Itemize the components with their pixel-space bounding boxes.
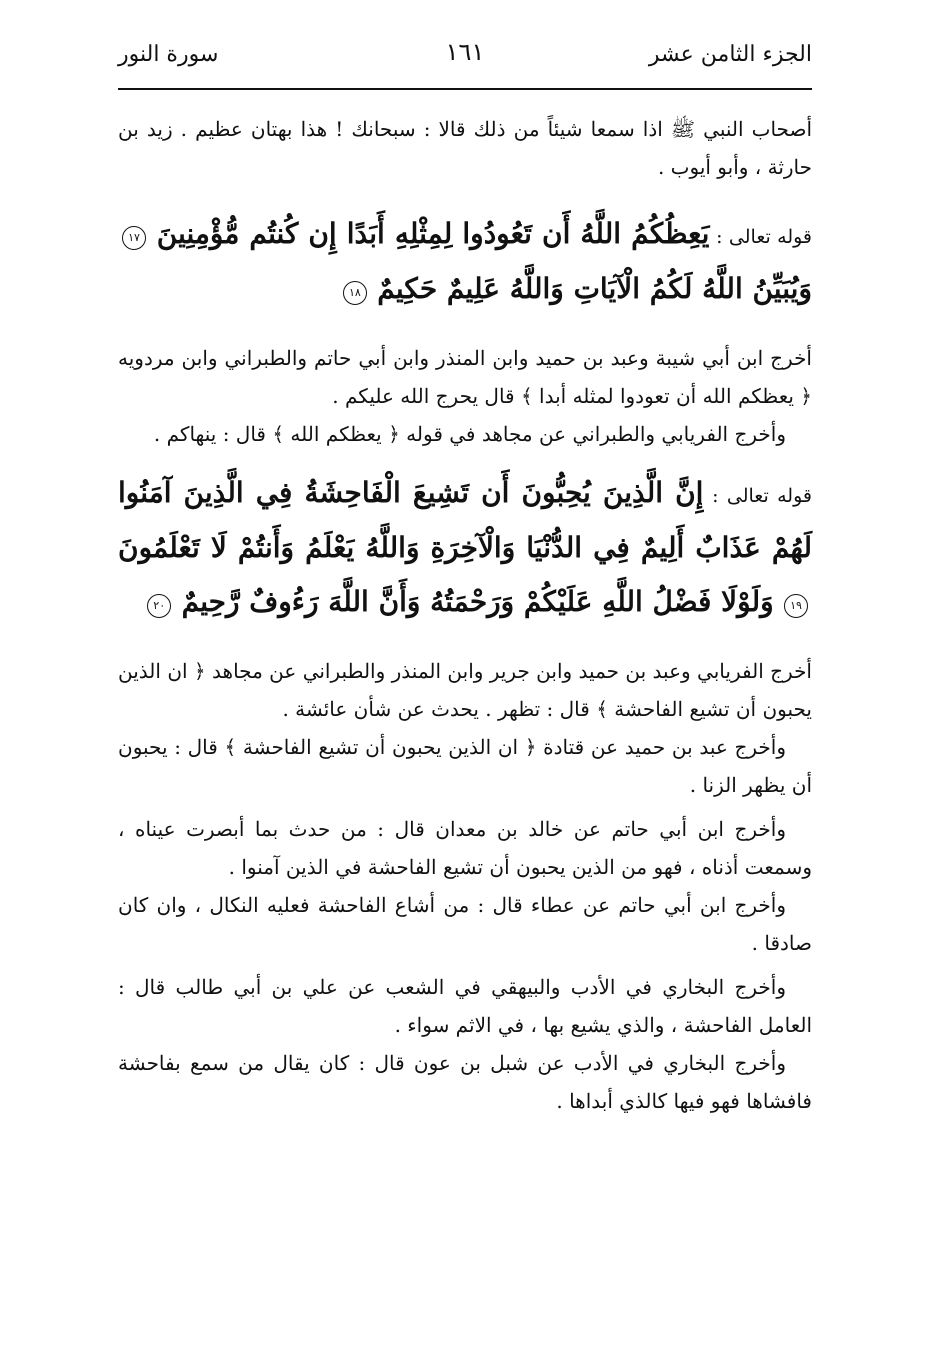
part-title: الجزء الثامن عشر [648, 42, 812, 67]
verse-block-2 [118, 467, 812, 630]
paragraph-8: وأخرج البخاري في الأدب والبيهقي في الشعب عن علي بن أبي طالب قال : العامل الفاحشة ، والذي يشيع بها ، في الاثم سواء . [118, 975, 812, 1037]
verse-intro: قوله تعالى : [712, 485, 812, 507]
ayah-number-marker: ١٧ [122, 226, 146, 250]
page-body [118, 110, 812, 1120]
paragraph-2: أخرج ابن أبي شيبة وعبد بن حميد وابن المنذر وابن أبي حاتم والطبراني وابن مردويه ﴿ يعظكم الله أن تعودوا لمثله أبدا ﴾ قال يحرج الله عليكم . [118, 346, 812, 408]
verse-intro: قوله تعالى : [716, 226, 813, 248]
paragraph-5: وأخرج عبد بن حميد عن قتادة ﴿ ان الذين يحبون أن تشيع الفاحشة ﴾ قال : يحبون أن يظهر الزنا . [118, 735, 812, 797]
quran-verse: وَيُبَيِّنُ اللَّهُ لَكُمُ الْآيَاتِ وَاللَّهُ عَلِيمٌ حَكِيمٌ [377, 272, 812, 305]
paragraph-7: وأخرج ابن أبي حاتم عن عطاء قال : من أشاع الفاحشة فعليه النكال ، وان كان صادقا . [118, 893, 812, 955]
ayah-number-marker: ٢٠ [147, 594, 171, 618]
quran-verse: يَعِظُكُمُ اللَّهُ أَن تَعُودُوا لِمِثْلِهِ أَبَدًا إِن كُنتُم مُّؤْمِنِينَ [156, 217, 710, 250]
page-header [118, 34, 812, 88]
page-number: ١٦١ [445, 38, 485, 66]
paragraph-4: أخرج الفريابي وعبد بن حميد وابن جرير وابن المنذر والطبراني عن مجاهد ﴿ ان الذين يحبون أن تشيع الفاحشة ﴾ قال : تظهر . يحدث عن شأن عائشة . [118, 659, 812, 721]
paragraph-6: وأخرج ابن أبي حاتم عن خالد بن معدان قال : من حدث بما أبصرت عيناه ، وسمعت أذناه ، فهو من الذين يحبون أن تشيع الفاحشة في الذين آمنوا . [118, 817, 812, 879]
ayah-number-marker: ١٩ [784, 594, 808, 618]
paragraph-9: وأخرج البخاري في الأدب عن شبل بن عون قال : كان يقال من سمع بفاحشة فافشاها فهو فيها كالذي أبداها . [118, 1051, 812, 1113]
quran-verse: إِنَّ الَّذِينَ يُحِبُّونَ أَن تَشِيعَ الْفَاحِشَةُ فِي الَّذِينَ آمَنُوا لَهُمْ عَذَابٌ أَلِيمٌ فِي الدُّنْيَا وَالْآخِرَةِ وَاللَّهُ يَعْلَمُ وَأَنتُمْ لَا تَعْلَمُونَ [118, 476, 812, 564]
paragraph-3: وأخرج الفريابي والطبراني عن مجاهد في قوله ﴿ يعظكم الله ﴾ قال : ينهاكم . [153, 422, 786, 446]
ayah-number-marker: ١٨ [343, 281, 367, 305]
surah-title: سورة النور [118, 42, 219, 67]
header-rule [118, 88, 812, 90]
verse-block-1 [118, 208, 812, 317]
paragraph-1: أصحاب النبي ﷺ اذا سمعا شيئاً من ذلك قالا : سبحانك ! هذا بهتان عظيم . زيد بن حارثة ، وأبو أيوب . [118, 117, 813, 179]
quran-verse: وَلَوْلَا فَضْلُ اللَّهِ عَلَيْكُمْ وَرَحْمَتُهُ وَأَنَّ اللَّهَ رَءُوفٌ رَّحِيمٌ [181, 585, 774, 618]
